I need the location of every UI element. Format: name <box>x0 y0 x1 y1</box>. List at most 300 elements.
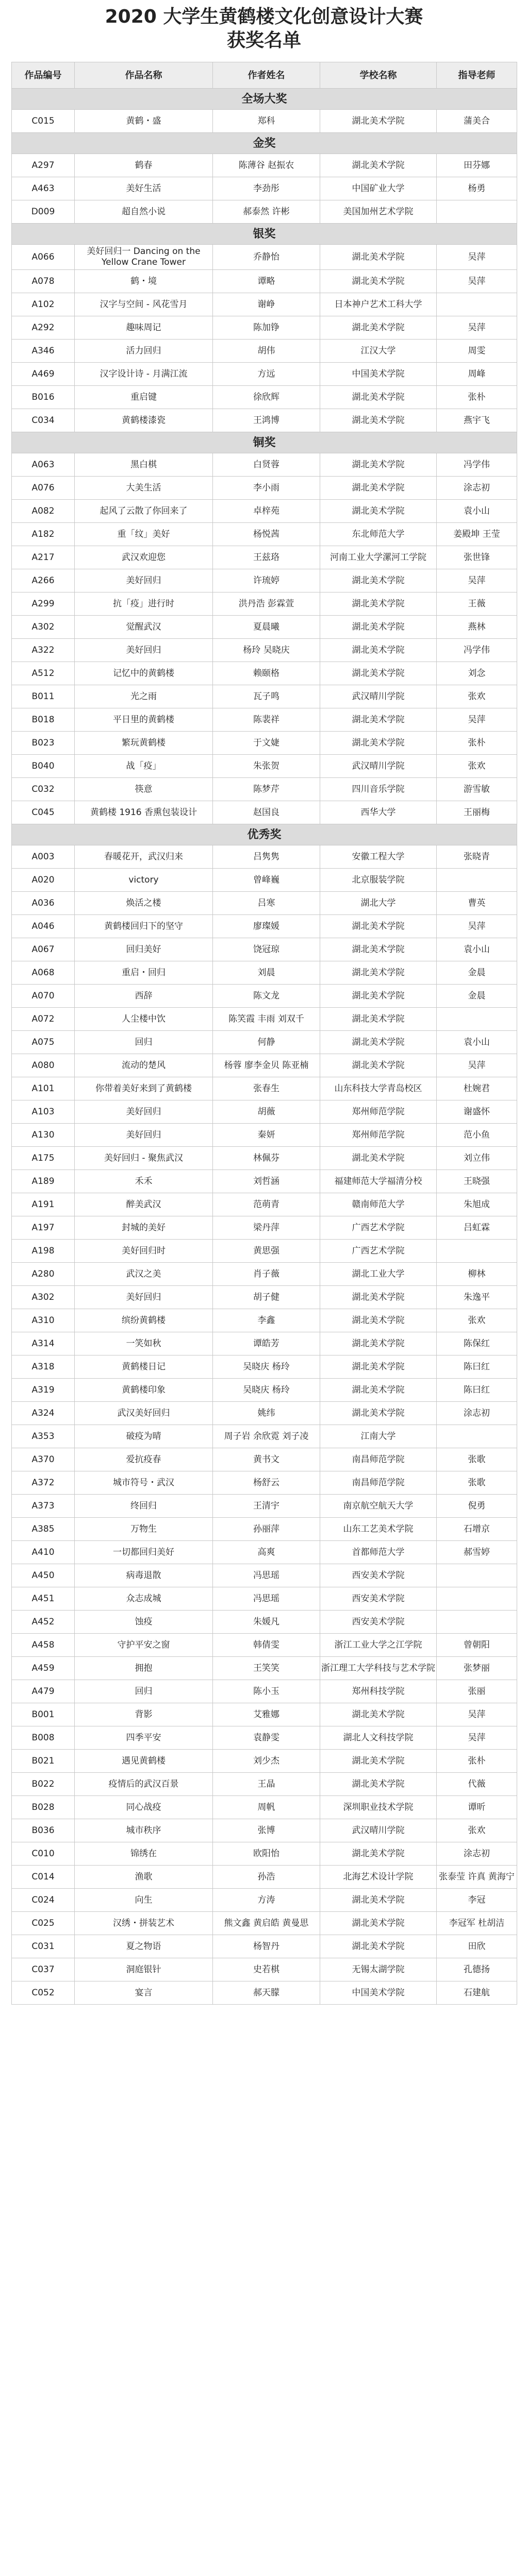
cell-code: D009 <box>12 200 75 224</box>
cell-author: 王兹珞 <box>213 546 320 569</box>
cell-author: 王晶 <box>213 1773 320 1796</box>
cell-code: A314 <box>12 1332 75 1355</box>
cell-code: C037 <box>12 1958 75 1981</box>
cell-author: 谢峥 <box>213 293 320 316</box>
cell-author: 饶冠琼 <box>213 938 320 961</box>
table-row <box>12 616 517 639</box>
cell-school: 江汉大学 <box>320 340 437 363</box>
cell-school: 湖北美术学院 <box>320 245 437 270</box>
cell-author: 赵国良 <box>213 801 320 824</box>
cell-author: 黄书文 <box>213 1448 320 1471</box>
table-body <box>12 89 517 2005</box>
cell-school: 日本神户艺术工科大学 <box>320 293 437 316</box>
cell-code: B023 <box>12 732 75 755</box>
cell-work: 醉美武汉 <box>75 1193 213 1216</box>
header-cell-work: 作品名称 <box>75 62 213 89</box>
cell-code: C024 <box>12 1889 75 1912</box>
cell-code: C010 <box>12 1842 75 1866</box>
cell-advisor: 吴萍 <box>437 569 517 592</box>
table-row <box>12 270 517 293</box>
cell-school: 湖北美术学院 <box>320 1031 437 1054</box>
cell-advisor: 代薇 <box>437 1773 517 1796</box>
table-row <box>12 732 517 755</box>
cell-school: 广西艺术学院 <box>320 1216 437 1240</box>
cell-author: 杨玲 吴晓庆 <box>213 639 320 662</box>
cell-code: B016 <box>12 386 75 409</box>
cell-advisor: 游雪敏 <box>437 778 517 801</box>
table-row <box>12 1332 517 1355</box>
table-row <box>12 1286 517 1309</box>
cell-work: 重启・回归 <box>75 961 213 985</box>
cell-author: 朱媛凡 <box>213 1611 320 1634</box>
cell-author: 孙丽萍 <box>213 1518 320 1541</box>
table-row <box>12 316 517 340</box>
cell-code: A003 <box>12 845 75 869</box>
cell-school: 湖北美术学院 <box>320 270 437 293</box>
cell-code: A198 <box>12 1240 75 1263</box>
cell-school: 湖北美术学院 <box>320 386 437 409</box>
cell-work: 遇见黄鹤楼 <box>75 1750 213 1773</box>
cell-advisor: 曾朝阳 <box>437 1634 517 1657</box>
cell-author: 孙浩 <box>213 1866 320 1889</box>
cell-advisor: 王丽梅 <box>437 801 517 824</box>
cell-advisor: 陈保红 <box>437 1332 517 1355</box>
table-row <box>12 1402 517 1425</box>
cell-school: 湖北美术学院 <box>320 915 437 938</box>
cell-advisor <box>437 1611 517 1634</box>
table-row <box>12 1147 517 1170</box>
cell-author: 杨智丹 <box>213 1935 320 1958</box>
cell-advisor: 燕林 <box>437 616 517 639</box>
cell-school: 湖北美术学院 <box>320 500 437 523</box>
cell-school: 湖北美术学院 <box>320 1332 437 1355</box>
table-row <box>12 1634 517 1657</box>
table-row <box>12 340 517 363</box>
section-title: 优秀奖 <box>12 824 517 845</box>
cell-author: 冯思瑶 <box>213 1587 320 1611</box>
table-row <box>12 685 517 708</box>
cell-school: 中国美术学院 <box>320 363 437 386</box>
cell-work: 筷意 <box>75 778 213 801</box>
cell-code: B036 <box>12 1819 75 1842</box>
cell-author: 陈薄谷 赵振农 <box>213 154 320 177</box>
cell-work: 你带着美好来到了黄鹤楼 <box>75 1077 213 1100</box>
cell-advisor: 燕宇飞 <box>437 409 517 432</box>
page-subtitle: 获奖名单 <box>226 30 301 51</box>
section-title: 银奖 <box>12 224 517 245</box>
cell-school: 福建师范大学福清分校 <box>320 1170 437 1193</box>
cell-code: A322 <box>12 639 75 662</box>
cell-school: 湖北美术学院 <box>320 1008 437 1031</box>
table-row <box>12 1819 517 1842</box>
cell-advisor: 石增京 <box>437 1518 517 1541</box>
cell-work: 回归美好 <box>75 938 213 961</box>
cell-work: 终回归 <box>75 1495 213 1518</box>
table-row <box>12 1448 517 1471</box>
table-row <box>12 1866 517 1889</box>
table-row <box>12 386 517 409</box>
cell-advisor: 袁小山 <box>437 1031 517 1054</box>
cell-author: 徐欣辉 <box>213 386 320 409</box>
cell-school: 湖北美术学院 <box>320 1147 437 1170</box>
cell-author: 王清宇 <box>213 1495 320 1518</box>
cell-code: C014 <box>12 1866 75 1889</box>
cell-code: A452 <box>12 1611 75 1634</box>
cell-code: A479 <box>12 1680 75 1703</box>
cell-author: 郝天朦 <box>213 1981 320 2005</box>
cell-school: 郑州师范学院 <box>320 1100 437 1124</box>
cell-school: 浙江理工大学科技与艺术学院 <box>320 1657 437 1680</box>
table-header <box>12 62 517 89</box>
cell-author: 洪丹浩 彭霖萱 <box>213 592 320 616</box>
table-row <box>12 1680 517 1703</box>
cell-code: A175 <box>12 1147 75 1170</box>
cell-advisor: 陈曰红 <box>437 1379 517 1402</box>
table-row <box>12 662 517 685</box>
cell-author: 周子岩 余欣霓 刘子凌 <box>213 1425 320 1448</box>
cell-work: 渔歌 <box>75 1866 213 1889</box>
cell-author: 谭皓芳 <box>213 1332 320 1355</box>
cell-code: A217 <box>12 546 75 569</box>
cell-work: 黑白棋 <box>75 453 213 477</box>
cell-work: 武汉美好回归 <box>75 1402 213 1425</box>
cell-author: 陈文龙 <box>213 985 320 1008</box>
cell-author: 李小雨 <box>213 477 320 500</box>
cell-school: 郑州师范学院 <box>320 1124 437 1147</box>
table-row <box>12 869 517 892</box>
cell-advisor: 谭昕 <box>437 1796 517 1819</box>
section-title: 全场大奖 <box>12 89 517 110</box>
cell-work: 缤纷黄鹤楼 <box>75 1309 213 1332</box>
cell-work: 爱抗疫春 <box>75 1448 213 1471</box>
table-row <box>12 1008 517 1031</box>
cell-code: B011 <box>12 685 75 708</box>
cell-author: 瓦子鸣 <box>213 685 320 708</box>
cell-work: 洞庭银针 <box>75 1958 213 1981</box>
cell-code: A450 <box>12 1564 75 1587</box>
cell-advisor: 郝雪婷 <box>437 1541 517 1564</box>
cell-work: 美好回归一 Dancing on the Yellow Crane Tower <box>75 245 213 270</box>
cell-author: 韩倩雯 <box>213 1634 320 1657</box>
cell-advisor: 王晓强 <box>437 1170 517 1193</box>
cell-school: 江南大学 <box>320 1425 437 1448</box>
cell-work: victory <box>75 869 213 892</box>
cell-advisor: 陈曰红 <box>437 1355 517 1379</box>
cell-code: A070 <box>12 985 75 1008</box>
cell-advisor: 倪勇 <box>437 1495 517 1518</box>
cell-code: A318 <box>12 1355 75 1379</box>
cell-advisor: 涂志初 <box>437 1842 517 1866</box>
cell-advisor: 吕虹霖 <box>437 1216 517 1240</box>
cell-school: 湖北工业大学 <box>320 1263 437 1286</box>
cell-school: 西安美术学院 <box>320 1564 437 1587</box>
cell-author: 王鸿博 <box>213 409 320 432</box>
cell-work: 重「纹」美好 <box>75 523 213 546</box>
cell-author: 高爽 <box>213 1541 320 1564</box>
cell-work: 一切都回归美好 <box>75 1541 213 1564</box>
cell-author: 王笑笑 <box>213 1657 320 1680</box>
cell-work: 黄鹤楼漆瓷 <box>75 409 213 432</box>
cell-author: 杨悦茜 <box>213 523 320 546</box>
cell-author: 李鑫 <box>213 1309 320 1332</box>
cell-school: 南昌师范学院 <box>320 1471 437 1495</box>
cell-advisor: 石建航 <box>437 1981 517 2005</box>
cell-school: 无锡太湖学院 <box>320 1958 437 1981</box>
table-row <box>12 409 517 432</box>
cell-advisor: 朱旭成 <box>437 1193 517 1216</box>
cell-advisor: 吴萍 <box>437 1726 517 1750</box>
cell-school: 东北师范大学 <box>320 523 437 546</box>
cell-code: A458 <box>12 1634 75 1657</box>
section-band <box>12 89 517 110</box>
cell-work: 美好回归 <box>75 639 213 662</box>
cell-work: 封城的美好 <box>75 1216 213 1240</box>
cell-school: 武汉晴川学院 <box>320 685 437 708</box>
cell-school: 湖北美术学院 <box>320 592 437 616</box>
cell-school: 南昌师范学院 <box>320 1448 437 1471</box>
table-row <box>12 523 517 546</box>
cell-school: 湖北美术学院 <box>320 154 437 177</box>
cell-school: 湖北美术学院 <box>320 1935 437 1958</box>
cell-advisor: 张朴 <box>437 732 517 755</box>
cell-author: 张博 <box>213 1819 320 1842</box>
cell-advisor: 袁小山 <box>437 500 517 523</box>
cell-work: 黄鹤楼 1916 香熏包装设计 <box>75 801 213 824</box>
cell-school: 北京服装学院 <box>320 869 437 892</box>
cell-advisor: 谢盛怀 <box>437 1100 517 1124</box>
table-row <box>12 546 517 569</box>
table-row <box>12 1564 517 1587</box>
cell-author: 何静 <box>213 1031 320 1054</box>
table-row <box>12 1889 517 1912</box>
cell-author: 陈裴祥 <box>213 708 320 732</box>
table-row <box>12 1518 517 1541</box>
cell-school: 湖北美术学院 <box>320 1355 437 1379</box>
cell-school: 湖北美术学院 <box>320 662 437 685</box>
cell-author: 陈加铮 <box>213 316 320 340</box>
header-cell-school: 学校名称 <box>320 62 437 89</box>
cell-work: 觉醒武汉 <box>75 616 213 639</box>
cell-author: 方涛 <box>213 1889 320 1912</box>
cell-school: 四川音乐学院 <box>320 778 437 801</box>
cell-author: 吕隽隽 <box>213 845 320 869</box>
cell-advisor: 范小鱼 <box>437 1124 517 1147</box>
cell-school: 湖北美术学院 <box>320 1889 437 1912</box>
cell-code: A072 <box>12 1008 75 1031</box>
cell-author: 胡子健 <box>213 1286 320 1309</box>
cell-advisor: 张朴 <box>437 1750 517 1773</box>
cell-work: 重启键 <box>75 386 213 409</box>
cell-school: 郑州科技学院 <box>320 1680 437 1703</box>
cell-code: B040 <box>12 755 75 778</box>
cell-school: 湖北美术学院 <box>320 477 437 500</box>
cell-work: 病毒退散 <box>75 1564 213 1587</box>
cell-work: 起风了云散了你回来了 <box>75 500 213 523</box>
cell-advisor: 涂志初 <box>437 477 517 500</box>
cell-code: A266 <box>12 569 75 592</box>
cell-school: 西安美术学院 <box>320 1587 437 1611</box>
cell-school: 北海艺术设计学院 <box>320 1866 437 1889</box>
cell-work: 疫情后的武汉百景 <box>75 1773 213 1796</box>
cell-school: 湖北人文科技学院 <box>320 1726 437 1750</box>
cell-advisor: 杨勇 <box>437 177 517 200</box>
section-title: 金奖 <box>12 133 517 154</box>
cell-author: 谭略 <box>213 270 320 293</box>
table-row <box>12 1981 517 2005</box>
cell-advisor <box>437 869 517 892</box>
cell-advisor: 张晓青 <box>437 845 517 869</box>
cell-advisor: 张朴 <box>437 386 517 409</box>
cell-code: A280 <box>12 1263 75 1286</box>
cell-school: 湖北美术学院 <box>320 409 437 432</box>
cell-advisor: 孔德扬 <box>437 1958 517 1981</box>
table-row <box>12 477 517 500</box>
cell-work: 禾禾 <box>75 1170 213 1193</box>
cell-work: 蚀疫 <box>75 1611 213 1634</box>
cell-code: C052 <box>12 1981 75 2005</box>
cell-code: C045 <box>12 801 75 824</box>
cell-work: 黄鹤楼印象 <box>75 1379 213 1402</box>
cell-author: 夏晨曦 <box>213 616 320 639</box>
cell-advisor: 吴萍 <box>437 316 517 340</box>
cell-advisor: 田欣 <box>437 1935 517 1958</box>
cell-school: 湖北美术学院 <box>320 1309 437 1332</box>
cell-school: 西安美术学院 <box>320 1611 437 1634</box>
cell-work: 美好生活 <box>75 177 213 200</box>
cell-work: 锦绣在 <box>75 1842 213 1866</box>
cell-code: A075 <box>12 1031 75 1054</box>
cell-work: 西辞 <box>75 985 213 1008</box>
cell-advisor: 张歌 <box>437 1448 517 1471</box>
cell-code: C025 <box>12 1912 75 1935</box>
cell-code: A066 <box>12 245 75 270</box>
cell-code: A319 <box>12 1379 75 1402</box>
cell-work: 黄鹤・盛 <box>75 110 213 133</box>
cell-school: 湖北美术学院 <box>320 316 437 340</box>
cell-code: A463 <box>12 177 75 200</box>
cell-code: A020 <box>12 869 75 892</box>
table-row <box>12 1796 517 1819</box>
header-cell-advisor: 指导老师 <box>437 62 517 89</box>
cell-advisor: 张欢 <box>437 1819 517 1842</box>
cell-school: 湖北美术学院 <box>320 1054 437 1077</box>
cell-school: 湖北美术学院 <box>320 1842 437 1866</box>
table-row <box>12 1842 517 1866</box>
cell-code: A469 <box>12 363 75 386</box>
cell-code: A372 <box>12 1471 75 1495</box>
table-row <box>12 245 517 270</box>
cell-code: A299 <box>12 592 75 616</box>
cell-work: 美好回归时 <box>75 1240 213 1263</box>
cell-author: 郝泰然 许彬 <box>213 200 320 224</box>
cell-school: 湖北美术学院 <box>320 569 437 592</box>
cell-work: 焕活之楼 <box>75 892 213 915</box>
table-row <box>12 1355 517 1379</box>
cell-advisor: 吴萍 <box>437 245 517 270</box>
cell-work: 战「疫」 <box>75 755 213 778</box>
table-row <box>12 845 517 869</box>
section-band <box>12 432 517 453</box>
table-row <box>12 1124 517 1147</box>
cell-code: A080 <box>12 1054 75 1077</box>
table-row <box>12 1587 517 1611</box>
cell-code: B028 <box>12 1796 75 1819</box>
cell-advisor <box>437 1587 517 1611</box>
cell-work: 黄鹤楼回归下的坚守 <box>75 915 213 938</box>
table-row <box>12 1495 517 1518</box>
table-row <box>12 1958 517 1981</box>
cell-advisor: 李冠 <box>437 1889 517 1912</box>
cell-work: 宴言 <box>75 1981 213 2005</box>
cell-school: 首都师范大学 <box>320 1541 437 1564</box>
table-row <box>12 1425 517 1448</box>
table-row <box>12 1240 517 1263</box>
cell-code: A036 <box>12 892 75 915</box>
cell-author: 秦妍 <box>213 1124 320 1147</box>
cell-work: 美好回归 <box>75 1124 213 1147</box>
cell-author: 艾雅娜 <box>213 1703 320 1726</box>
cell-author: 杨蓉 廖李金贝 陈亚楠 <box>213 1054 320 1077</box>
cell-author: 黄思强 <box>213 1240 320 1263</box>
cell-work: 超自然小说 <box>75 200 213 224</box>
cell-school: 中国矿业大学 <box>320 177 437 200</box>
cell-school: 湖北美术学院 <box>320 110 437 133</box>
cell-author: 刘哲涵 <box>213 1170 320 1193</box>
cell-advisor: 金晨 <box>437 985 517 1008</box>
cell-author: 张春生 <box>213 1077 320 1100</box>
table-row <box>12 1193 517 1216</box>
cell-code: A310 <box>12 1309 75 1332</box>
cell-school: 湖北美术学院 <box>320 961 437 985</box>
table-row <box>12 500 517 523</box>
cell-author: 乔静怡 <box>213 245 320 270</box>
cell-work: 城市秩序 <box>75 1819 213 1842</box>
table-row <box>12 1471 517 1495</box>
cell-school: 湖北美术学院 <box>320 938 437 961</box>
cell-author: 梁丹萍 <box>213 1216 320 1240</box>
cell-code: A297 <box>12 154 75 177</box>
cell-advisor: 张世锋 <box>437 546 517 569</box>
cell-advisor <box>437 1425 517 1448</box>
cell-work: 抗「疫」进行时 <box>75 592 213 616</box>
cell-advisor: 周雯 <box>437 340 517 363</box>
cell-school: 中国美术学院 <box>320 1981 437 2005</box>
cell-school: 西华大学 <box>320 801 437 824</box>
page-title: 2020 大学生黄鹤楼文化创意设计大赛 <box>105 6 423 27</box>
cell-author: 熊文鑫 黄启皓 黄曼思 <box>213 1912 320 1935</box>
cell-advisor: 田芬娜 <box>437 154 517 177</box>
table-row <box>12 293 517 316</box>
cell-author: 范萌青 <box>213 1193 320 1216</box>
cell-advisor: 冯学伟 <box>437 639 517 662</box>
cell-work: 平日里的黄鹤楼 <box>75 708 213 732</box>
cell-advisor: 吴萍 <box>437 1703 517 1726</box>
cell-advisor <box>437 293 517 316</box>
cell-work: 美好回归 <box>75 1100 213 1124</box>
cell-advisor <box>437 200 517 224</box>
table-row <box>12 961 517 985</box>
cell-code: A292 <box>12 316 75 340</box>
cell-work: 汉字设计诗 - 月满江流 <box>75 363 213 386</box>
table-row <box>12 1031 517 1054</box>
cell-author: 林佩芬 <box>213 1147 320 1170</box>
cell-school: 南京航空航天大学 <box>320 1495 437 1518</box>
table-row <box>12 915 517 938</box>
cell-code: B008 <box>12 1726 75 1750</box>
cell-author: 刘晨 <box>213 961 320 985</box>
cell-advisor: 张欢 <box>437 755 517 778</box>
table-row <box>12 938 517 961</box>
